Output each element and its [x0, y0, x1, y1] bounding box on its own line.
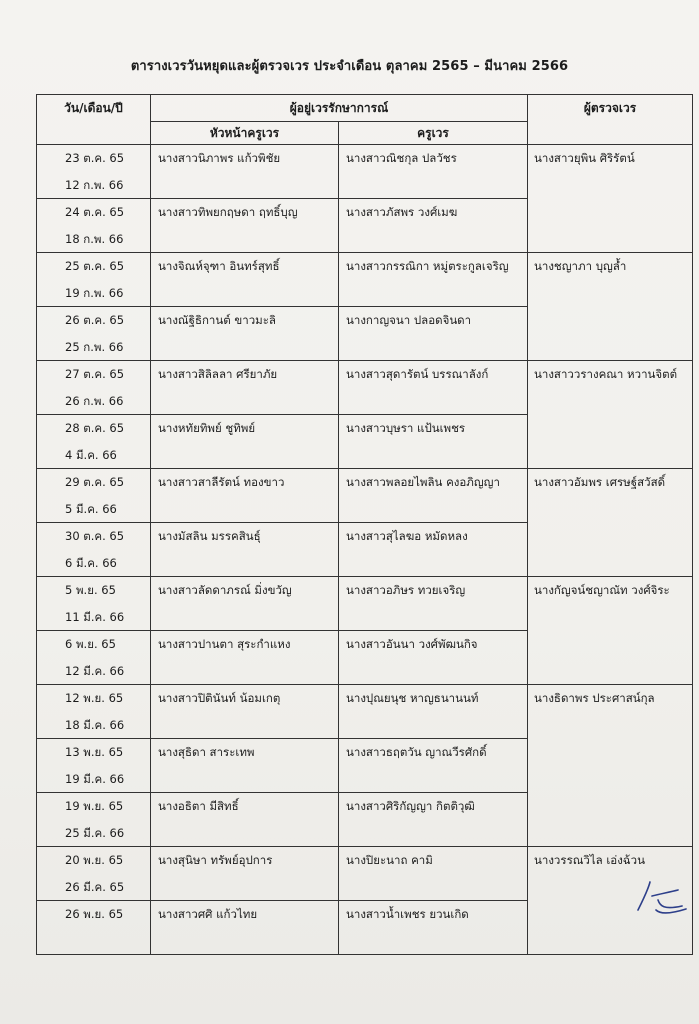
inspector-cell: [528, 577, 693, 685]
date-first: 24 ต.ค. 65: [65, 205, 125, 219]
table-row: [37, 145, 693, 199]
head-teacher-cell: [151, 307, 339, 361]
table-row: [37, 469, 693, 523]
head-teacher-name: นางสุนิษา ทรัพย์อุปการ: [158, 853, 273, 867]
inspector-column-header: ผู้ตรวจเวร: [528, 95, 693, 145]
date-second: 18 มี.ค. 66: [65, 717, 125, 732]
head-teacher-cell: [151, 415, 339, 469]
inspector-name: นางสาวยุพิน ศิริรัตน์: [534, 151, 635, 165]
date-first: 26 พ.ย. 65: [65, 907, 124, 921]
inspector-name: นางกัญจน์ชญาณัท วงศ์จิระ: [534, 583, 670, 597]
date-cell: [37, 631, 151, 685]
teacher-name: นางกาญจนา ปลอดจินดา: [346, 313, 472, 327]
teacher-cell: [339, 577, 528, 631]
inspector-cell: [528, 469, 693, 577]
inspector-name: นางสาววรางคณา หวานจิตต์: [534, 367, 678, 381]
teacher-cell: [339, 199, 528, 253]
date-first: 13 พ.ย. 65: [65, 745, 124, 759]
date-first: 29 ต.ค. 65: [65, 475, 125, 489]
teacher-cell: [339, 685, 528, 739]
head-teacher-column-header: หัวหน้าครูเวร: [151, 122, 339, 145]
inspector-name: นางสาวอัมพร เศรษฐ์สวัสดิ์: [534, 475, 666, 489]
teacher-name: นางสาวพลอยไพลิน คงอภิญญา: [346, 475, 500, 489]
date-first: 12 พ.ย. 65: [65, 691, 124, 705]
inspector-cell: [528, 361, 693, 469]
head-teacher-name: นางสาวปานตา สุระกำแหง: [158, 637, 291, 651]
head-teacher-cell: [151, 253, 339, 307]
date-cell: [37, 577, 151, 631]
head-teacher-name: นางสุธิดา สาระเทพ: [158, 745, 255, 759]
teacher-cell: [339, 307, 528, 361]
teacher-cell: [339, 793, 528, 847]
head-teacher-name: นางสาวปิตินันท์ น้อมเกตุ: [158, 691, 281, 705]
head-teacher-name: นางสาวทิพยกฤษดา ฤทธิ์บุญ: [158, 205, 298, 219]
teacher-name: นางสาวอันนา วงศ์พัฒนกิจ: [346, 637, 478, 651]
date-first: 25 ต.ค. 65: [65, 259, 125, 273]
head-teacher-cell: [151, 847, 339, 901]
teacher-name: นางสาวกรรณิกา หมู่ตระกูลเจริญ: [346, 259, 509, 273]
teacher-name: นางสาวธฤตวัน ญาณวีรศักดิ์: [346, 745, 487, 759]
head-teacher-cell: [151, 739, 339, 793]
date-second: 4 มี.ค. 66: [65, 447, 117, 462]
inspector-cell: [528, 685, 693, 847]
date-second: [65, 928, 150, 955]
date-first: 30 ต.ค. 65: [65, 529, 125, 543]
table-row: [37, 361, 693, 415]
teacher-name: นางสาวศิริกัญญา กิตติวุฒิ: [346, 799, 475, 813]
teacher-name: นางสาวบุษรา แป้นเพชร: [346, 421, 466, 435]
teacher-name: นางสาวสุไลฆอ หมัดหลง: [346, 529, 468, 543]
date-cell: [37, 523, 151, 577]
date-cell: [37, 469, 151, 523]
head-teacher-cell: [151, 685, 339, 739]
teacher-name: นางสาวสุดารัตน์ บรรณาลังก์: [346, 367, 489, 381]
head-teacher-cell: [151, 199, 339, 253]
head-teacher-name: นางสาวนิภาพร แก้วพิชัย: [158, 151, 281, 165]
date-second: 26 ก.พ. 66: [65, 393, 124, 408]
date-cell: [37, 361, 151, 415]
date-second: 6 มี.ค. 66: [65, 555, 117, 570]
date-second: 19 ก.พ. 66: [65, 285, 124, 300]
inspector-name: นางวรรณวิไล เอ่งฉ้วน: [534, 853, 645, 867]
head-teacher-name: นางหทัยทิพย์ ชูทิพย์: [158, 421, 256, 435]
date-cell: [37, 253, 151, 307]
teacher-cell: [339, 361, 528, 415]
head-teacher-cell: [151, 361, 339, 415]
date-second: 25 ก.พ. 66: [65, 339, 124, 354]
duty-column-header: ผู้อยู่เวรรักษาการณ์: [151, 95, 528, 122]
date-cell: [37, 415, 151, 469]
date-first: 20 พ.ย. 65: [65, 853, 124, 867]
date-cell: [37, 685, 151, 739]
teacher-name: นางปุณยนุช หาญธนานนท์: [346, 691, 479, 705]
teacher-cell: [339, 145, 528, 199]
date-cell: [37, 145, 151, 199]
teacher-name: นางสาวณิชกุล ปลวัชร: [346, 151, 457, 165]
teacher-name: นางปิยะนาถ คามิ: [346, 853, 433, 867]
head-teacher-name: นางสาวศศิ แก้วไทย: [158, 907, 258, 921]
head-teacher-name: นางณัฐิธิกานต์ ขาวมะลิ: [158, 313, 276, 327]
inspector-cell: [528, 145, 693, 253]
head-teacher-cell: [151, 523, 339, 577]
inspector-cell: [528, 253, 693, 361]
head-teacher-cell: [151, 577, 339, 631]
date-cell: [37, 199, 151, 253]
teacher-cell: [339, 469, 528, 523]
head-teacher-name: นางสาวสิลิลลา ศรียาภัย: [158, 367, 278, 381]
teacher-column-header: ครูเวร: [339, 122, 528, 145]
date-second: 12 ก.พ. 66: [65, 177, 124, 192]
head-teacher-cell: [151, 793, 339, 847]
date-first: 23 ต.ค. 65: [65, 151, 125, 165]
table-row: [37, 253, 693, 307]
teacher-cell: [339, 901, 528, 955]
table-row: [37, 577, 693, 631]
date-first: 19 พ.ย. 65: [65, 799, 124, 813]
duty-roster-table: [36, 94, 693, 955]
head-teacher-name: นางอธิตา มีสิทธิ์: [158, 799, 239, 813]
teacher-cell: [339, 253, 528, 307]
date-first: 5 พ.ย. 65: [65, 583, 116, 597]
date-second: 18 ก.พ. 66: [65, 231, 124, 246]
date-first: 26 ต.ค. 65: [65, 313, 125, 327]
date-cell: [37, 901, 151, 955]
head-teacher-name: นางจิณห์จุฑา อินทร์สุทธิ์: [158, 259, 280, 273]
teacher-name: นางสาวอภิษร ทวยเจริญ: [346, 583, 466, 597]
date-first: 28 ต.ค. 65: [65, 421, 125, 435]
head-teacher-cell: [151, 901, 339, 955]
signature-mark: [630, 876, 690, 920]
date-second: 26 มี.ค. 65: [65, 879, 125, 894]
date-column-header: วัน/เดือน/ปี: [37, 95, 151, 145]
head-teacher-name: นางสาวลัดดาภรณ์ มิ่งขวัญ: [158, 583, 292, 597]
date-first: 6 พ.ย. 65: [65, 637, 116, 651]
head-teacher-cell: [151, 469, 339, 523]
date-cell: [37, 739, 151, 793]
head-teacher-name: นางมัสลิน มรรคสินธุ์: [158, 529, 261, 543]
head-teacher-cell: [151, 145, 339, 199]
date-second: 25 มี.ค. 66: [65, 825, 125, 840]
teacher-cell: [339, 739, 528, 793]
inspector-name: นางธิดาพร ประศาสน์กุล: [534, 691, 655, 705]
teacher-cell: [339, 523, 528, 577]
teacher-cell: [339, 847, 528, 901]
table-row: [37, 847, 693, 901]
date-second: 5 มี.ค. 66: [65, 501, 117, 516]
inspector-name: นางชญาภา บุญล้ำ: [534, 259, 627, 273]
teacher-name: นางสาวน้ำเพชร ยวนเกิด: [346, 907, 469, 921]
date-second: 11 มี.ค. 66: [65, 609, 125, 624]
head-teacher-name: นางสาวสาลีรัตน์ ทองขาว: [158, 475, 285, 489]
date-cell: [37, 847, 151, 901]
date-cell: [37, 307, 151, 361]
teacher-cell: [339, 415, 528, 469]
page-title: ตารางเวรวันหยุดและผู้ตรวจเวร ประจำเดือน ตุลาคม 2565 – มีนาคม 2566: [130, 59, 569, 74]
head-teacher-cell: [151, 631, 339, 685]
date-cell: [37, 793, 151, 847]
header-row-1: [37, 95, 693, 122]
date-second: 19 มี.ค. 66: [65, 771, 125, 786]
date-first: 27 ต.ค. 65: [65, 367, 125, 381]
teacher-name: นางสาวภัสพร วงศ์เมฆ: [346, 205, 458, 219]
date-second: 12 มี.ค. 66: [65, 663, 125, 678]
teacher-cell: [339, 631, 528, 685]
table-row: [37, 685, 693, 739]
